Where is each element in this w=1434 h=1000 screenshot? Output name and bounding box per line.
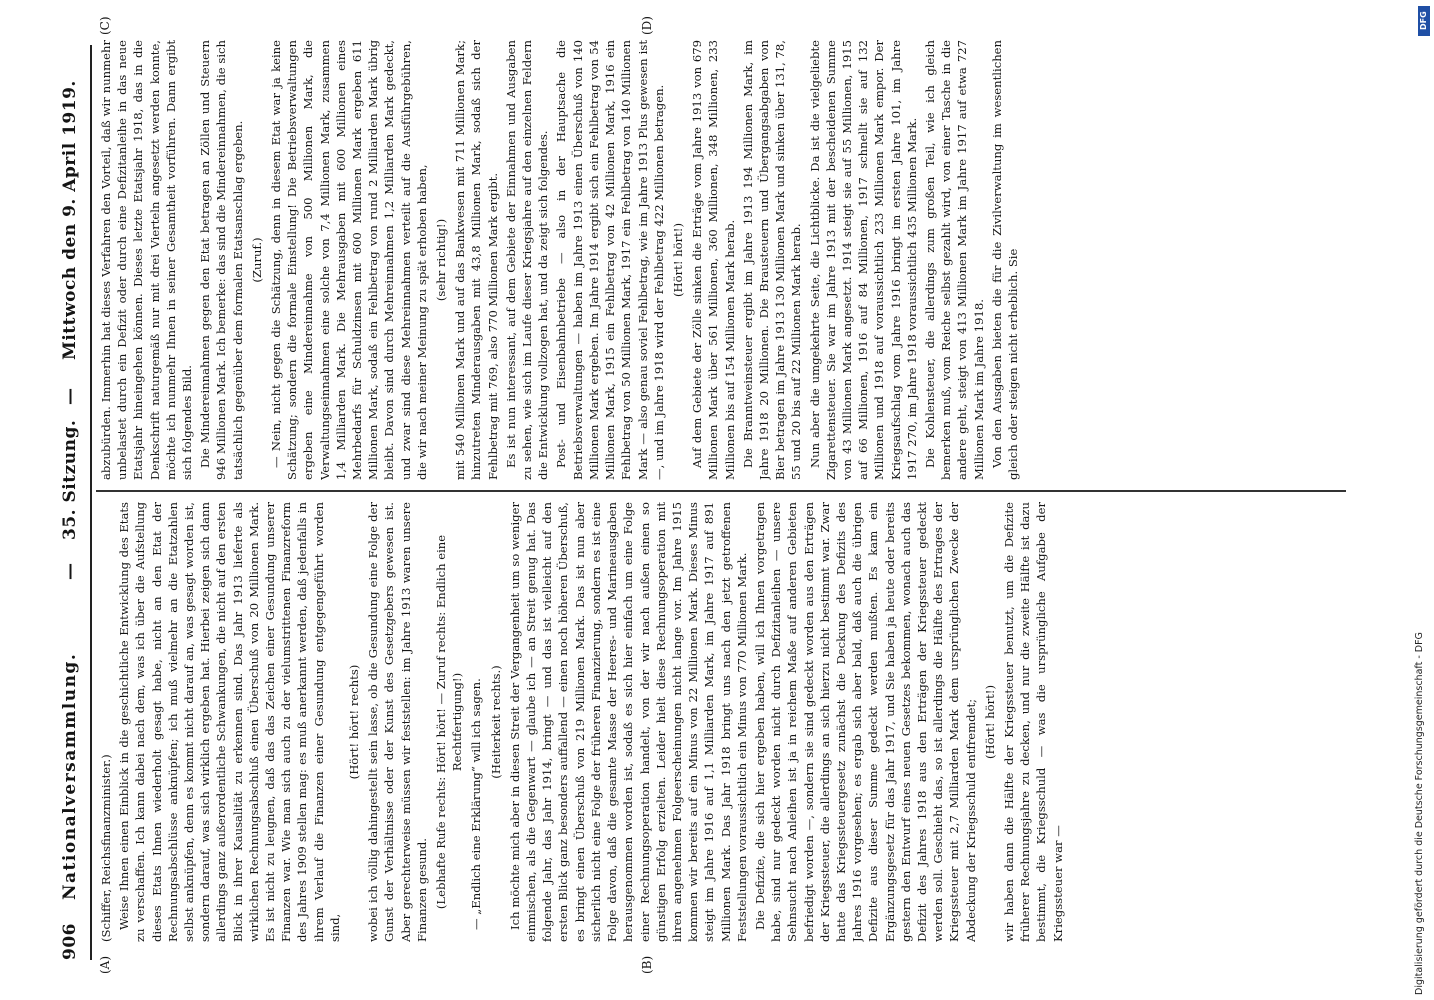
column-divider xyxy=(96,490,1346,492)
reaction: (sehr richtig!) xyxy=(434,218,449,302)
paragraph: Die Kohlensteuer, die allerdings zum großen Teil, wie ich gleich bemerken muß, vom Reiche selbst gezahlt wird, von einer Tasche in die andere geht, steigt von 413 Millionen Mark im Jahre 1917 auf etwa 727 Millionen Mark im Jahre 1918. xyxy=(922,40,986,480)
header-rule xyxy=(90,45,92,960)
paragraph: wir haben dann die Hälfte der Kriegssteuer benutzt, um die Defizite früherer Rechnungsjahre zu decken, und nur die zweite Hälfte ist dazu bestimmt, die Kriegsschuld — was die ursprüngliche Aufgabe der Kriegssteuer war — xyxy=(1001,502,1065,942)
paragraph: Weise Ihnen einen Einblick in die geschichtliche Entwicklung des Etats zu verschaffen. Ich kann dabei nach dem, was ich über die Aufstellung dieses Etats Ihnen wiederholt gesagt habe, nicht an den Etat der Rechnungsabschlüsse anknüpfen; ich muß vielmehr an die Etatzahlen selbst anknüpfen, denn es kommt nicht darauf an, was gesagt worden ist, sondern darauf, was sich wirklich ergeben hat. Hierbei zeigen sich dann allerdings ganz außerordentliche Schwankungen, die nicht auf den ersten Blick in ihrer Kausalität zu erkennen sind. Das Jahr 1913 lieferte als wirklichen Rechnungsabschluß einen Überschuß von 20 Millionen Mark. Es ist nicht zu leugnen, daß das das Zeichen einer Gesundung unserer Finanzen war. Wie man sich auch zu der vielumstrittenen Finanzreform des Jahres 1909 stellen mag: es muß anerkannt werden, daß jedenfalls in ihrem Verlauf die Finanzen einer Gesundung entgegengeführt worden sind, xyxy=(117,502,342,942)
paragraph: Die Branntweinsteuer ergibt im Jahre 1913 194 Millionen Mark, im Jahre 1918 20 Millionen. Die Brausteuern und Übergangsabgaben von Bier betragen im Jahre 1913 130 Millionen Mark und sinken über 131, 78, 55 und 20 bis auf 22 Millionen Mark herab. xyxy=(740,40,804,480)
reaction: (Lebhafte Rufe rechts: Hört! hört! — Zuruf rechts: Endlich eine Rechtfertigung!) xyxy=(434,534,465,910)
paragraph: abzubürden. Immerhin hat dieses Verfahren den Vorteil, daß wir nunmehr unbelastet durch ein Defizit oder durch eine Defizitanleihe in das neue Etatsjahr hineingehen können. Dieses letzte Etatsjahr 1918, das in die Denkschrift naturgemäß nur mit drei Vierteln angesetzt werden konnte, möchte ich nunmehr Ihnen in seiner Gesamtheit vorführen. Dann ergibt sich folgendes Bild. xyxy=(99,40,195,480)
paragraph: Es ist nun interessant, auf dem Gebiete der Einnahmen und Ausgaben zu sehen, wie sich im Laufe dieser Kriegsjahre auf den einzelnen Feldern die Entwicklung vollzogen hat, und da zeigt sich folgendes. xyxy=(503,40,551,480)
margin-marker-d: (D) xyxy=(640,16,654,35)
margin-marker-a: (A) xyxy=(98,955,112,974)
margin-marker-b: (B) xyxy=(640,955,654,974)
session-date: Mittwoch den 9. April 1919. xyxy=(60,80,80,360)
dfg-logo: DFG xyxy=(1418,6,1430,36)
page-number: 906 xyxy=(60,923,80,960)
paragraph: — „Endlich eine Erklärung“ will ich sagen. xyxy=(469,678,484,930)
paragraph: mit 540 Millionen Mark und auf das Bankwesen mit 711 Millionen Mark; hinzutreten Minderausgaben mit 43,8 Millionen Mark, sodaß sich der Fehlbetrag mit 769, also 770 Millionen Mark ergibt. xyxy=(453,40,500,480)
paragraph: wobei ich völlig dahingestellt sein lasse, ob die Gesundung eine Folge der Gunst der Verhältnisse oder der Kunst des Gesetzgebers gewesen ist. Aber gerechterweise müssen wir feststellen: im Jahre 1913 waren unsere Finanzen gesund. xyxy=(366,502,429,942)
running-header xyxy=(60,50,88,960)
paragraph: Die Mindereinnahmen gegen den Etat betragen an Zöllen und Steuern 946 Millionen Mark. Ich bemerke: das sind die Mindereinnahmen, die sich tatsächlich gegenüber dem formalen Etatsanschlag ergeben. xyxy=(198,40,245,480)
reaction: (Hört! hört!) xyxy=(670,223,685,297)
reaction: (Hört! hört! rechts) xyxy=(347,664,362,780)
paragraph: Von den Ausgaben bieten die für die Zivilverwaltung im wesentlichen gleich oder steigen nicht erheblich. Sie xyxy=(989,40,1020,480)
paragraph: Nun aber die umgekehrte Seite, die Lichtblicke. Da ist die vielgeliebte Zigarettensteuer. Sie war im Jahre 1913 mit der bescheidenen Summe von 43 Millionen Mark angesetzt. 1914 steigt sie auf 55 Millionen, 1915 auf 66 Millionen, 1916 auf 84 Millionen, 1917 schnellt sie auf 132 Millionen und 1918 auf voraussichtlich 233 Millionen Mark empor. Der Kriegsaufschlag vom Jahre 1916 bringt im ersten Jahre 101, im Jahre 1917 270, im Jahre 1918 voraussichtlich 435 Millionen Mark. xyxy=(807,40,919,480)
header-separator-2: — xyxy=(60,387,80,405)
margin-marker-c: (C) xyxy=(98,16,112,35)
right-column xyxy=(98,40,1338,480)
left-column xyxy=(98,502,1338,942)
assembly-name: Nationalversammlung. xyxy=(60,652,80,900)
paragraph: Die Defizite, die sich hier ergeben haben, will ich Ihnen vorgetragen habe, sind nur gedeckt worden nicht durch Defizitanleihen — unsere Sehnsucht nach Anleihen ist ja in reichem Maße auf anderen Gebieten befriedigt worden —, sondern sie sind gedeckt worden aus den Erträgen der Kriegssteuer, die allerdings an sich hierzu nicht bestimmt war. Zwar hatte das Kriegssteuergesetz zunächst die Deckung des Defizits des Jahres 1916 vorgesehen; es ergab sich aber bald, daß auch die übrigen Defizite aus dieser Summe gedeckt werden mußten. Es kam ein Ergänzungsgesetz für das Jahr 1917, und Sie haben ja heute oder bereits gestern den Entwurf eines neuen Gesetzes bekommen, wonach auch das Defizit des Jahres 1918 aus den Erträgen der Kriegssteuer gedeckt werden soll. Geschieht das, so ist allerdings die Hälfte des Ertrages der Kriegssteuer mit 2,7 Milliarden Mark dem ursprünglichen Zwecke der Abdeckung der Kriegsschuld entfremdet; xyxy=(752,502,978,942)
paragraph: Ich möchte mich aber in diesen Streit der Vergangenheit um so weniger einmischen, als die Gegenwart — glaube ich — an Streit genug hat. Das folgende Jahr, das Jahr 1914, bringt — und das ist vielleicht auf den ersten Blick ganz besonders auffallend — einen noch höheren Überschuß, es bringt einen Überschuß von 219 Millionen Mark. Das ist nun aber sicherlich nicht eine Folge der früheren Finanzierung, sondern es ist eine Folge davon, daß die gesamte Masse der Heeres- und Marineausgaben herausgenommen worden ist, sodaß es sich hier einfach um eine Folge einer Rechnungsoperation handelt, von der wir nach außen einen so günstigen Erfolg erzielten. Leider hielt diese Rechnungsoperation mit ihren angenehmen Folgeerscheinungen nicht lange vor. Im Jahre 1915 kommen wir bereits auf ein Minus von 22 Millionen Mark. Dieses Minus steigt im Jahre 1916 auf 1,1 Milliarden Mark, im Jahre 1917 auf 891 Millionen Mark. Das Jahr 1918 bringt uns nach den jetzt getroffenen Feststellungen voraussichtlich ein Minus von 770 Millionen Mark. xyxy=(507,502,749,942)
session-number: 35. Sitzung. xyxy=(60,419,80,540)
rotated-page-content xyxy=(40,0,1400,1000)
speaker-line: (Schiffer, Reichsfinanzminister.) xyxy=(99,754,113,942)
header-separator: — xyxy=(60,562,80,580)
digitization-credit: Digitalisierung gefördert durch die Deutsche Forschungsgemeinschaft - DFG xyxy=(1414,632,1425,995)
paragraph: Post- und Eisenbahnbetriebe — also in der Hauptsache die Betriebsverwaltungen — haben im Jahre 1913 einen Überschuß von 140 Millionen Mark ergeben. Im Jahre 1914 ergibt sich ein Fehlbetrag von 54 Millionen Mark, 1915 ein Fehlbetrag von 42 Millionen Mark, 1916 ein Fehlbetrag von 50 Millionen Mark, 1917 ein Fehlbetrag von 140 Millionen Mark — also genau soviel Fehlbetrag, wie im Jahre 1913 Plus gewesen ist —, und im Jahre 1918 wird der Fehlbetrag 422 Millionen betragen. xyxy=(554,40,666,480)
reaction: (Hört! hört!) xyxy=(982,685,997,759)
reaction: (Zuruf.) xyxy=(249,237,264,283)
reaction: (Heiterkeit rechts.) xyxy=(488,665,503,779)
paragraph: — Nein, nicht gegen die Schätzung, denn in diesem Etat war ja keine Schätzung; sondern die formale Einstellung! Die Betriebsverwaltungen ergeben eine Mindereinnahme von 500 Millionen Mark, die Verwaltungseinnahmen eine solche von 7,4 Millionen Mark, zusammen 1,4 Milliarden Mark. Die Mehrausgaben mit 600 Millionen eines Mehrbedarfs für Schuldzinsen mit 600 Millionen Mark ergeben 611 Millionen Mark, sodaß ein Fehlbetrag von rund 2 Milliarden Mark übrig bleibt. Davon sind durch Mehreinnahmen 1,2 Milliarden Mark gedeckt, und zwar sind diese Mehreinnahmen verteilt auf die Ausführgebühren, die wir nach meiner Meinung zu spät erhoben haben, xyxy=(269,40,429,480)
paragraph: Auf dem Gebiete der Zölle sinken die Erträge vom Jahre 1913 von 679 Millionen Mark über 561 Millionen, 360 Millionen, 348 Millionen, 233 Millionen bis auf 154 Millionen Mark herab. xyxy=(690,40,737,480)
